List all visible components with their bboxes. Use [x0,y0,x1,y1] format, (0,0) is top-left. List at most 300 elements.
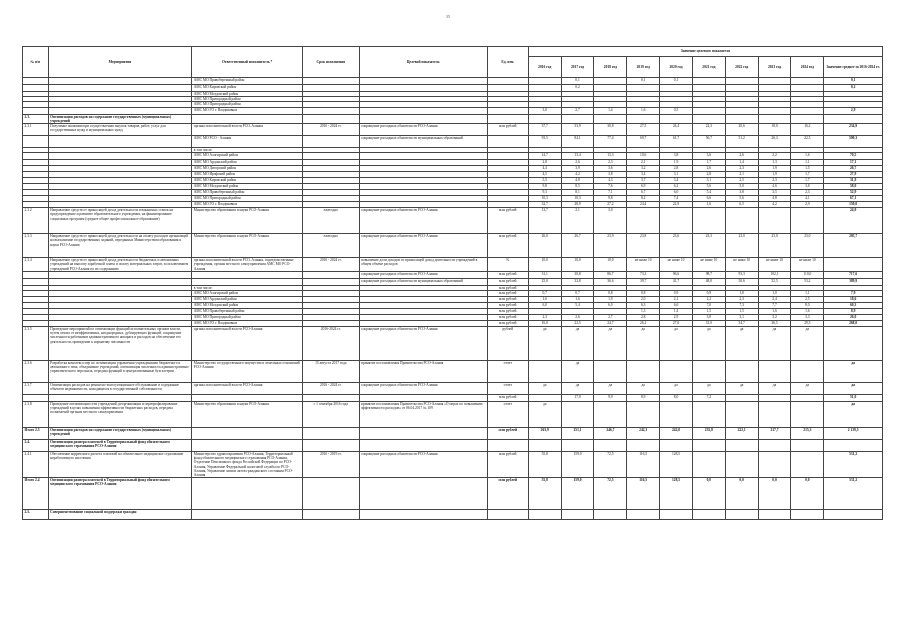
cell-responsible: АМС МО Кировский район [192,85,303,92]
cell-year-value [594,402,627,428]
cell-year-value [528,440,561,452]
cell-term: ежегодно [303,234,359,258]
cell-year-value: 25,0 [528,278,561,285]
cell-year-value: 2,4 [758,297,791,303]
cell-year-value: 3,4 [627,172,660,178]
cell-unit: млн рублей [487,291,528,297]
cell-year-value: 6,0 [594,303,627,309]
cell-total: 26,0 [824,315,883,321]
cell-responsible: АМС МО Пригородный район [192,102,303,107]
cell-result: принятие постановления Правительства РСО-Алания [359,361,487,383]
cell-year-value: 36,6 [594,278,627,285]
cell-responsible: в том числе: [192,285,303,290]
cell-year-value: не ниже 10 [692,258,725,272]
header-year: 2020 год [660,57,693,78]
cell-year-value: 18,0 [758,124,791,136]
cell-year-value: 51,2 [725,136,758,148]
cell-year-value: 29,5 [791,321,824,327]
cell-year-value: 6,5 [725,202,758,208]
cell-event: Оптимизация расходов на содержание государственных (муниципальных) учреждений [48,428,192,440]
cell-year-value: да [627,383,660,395]
cell-year-value [528,510,561,520]
cell-year-value: 2,0 [627,297,660,303]
cell-year-value: 0,7 [528,291,561,297]
cell-year-value [758,107,791,114]
cell-year-value: 1,6 [791,153,824,160]
cell-year-value: 1,0 [725,291,758,297]
cell-event: Направление средств от приносящей доход деятельности на оплату расходов организаций на выполнение государственных заданий, переданных Министерством образования и науки РСО-Алания [48,234,192,258]
cell-year-value [660,440,693,452]
header-year: 2021 год [692,57,725,78]
cell-event [48,136,192,148]
cell-year-value: 73,3 [627,271,660,278]
cell-total: 31,9 [824,178,883,184]
cell-year-value: 9,8 [528,184,561,190]
cell-result: принятие постановления Правительства РСО-Алания «О мерах по повышению эффективности расходов» от 06.04.2017 № 109 [359,402,487,428]
cell-year-value: 55,8 [528,478,561,510]
header-year: 2016 год [528,57,561,78]
header-year: 2024 год [791,57,824,78]
cell-responsible [192,510,303,520]
cell-year-value: 0,0 [758,478,791,510]
cell-term [303,107,359,114]
cell-year-value: 23,8 [627,234,660,258]
cell-responsible: АМС МО Моздокский район [192,303,303,309]
cell-year-value: 31,0 [692,321,725,327]
cell-total: 70,5 [824,153,883,160]
cell-year-value: 24,7 [594,321,627,327]
cell-no: 2.3.7 [23,383,49,395]
table-row [23,136,883,148]
cell-year-value [791,361,824,383]
table-row [23,258,883,272]
cell-responsible: АМС МО Правобережный район [192,78,303,85]
cell-responsible: органы исполнительной власти РСО–Алания, подведомственные учреждения, органы местного самоуправления АМС МО РСО-Алания [192,258,303,272]
cell-year-value [725,114,758,123]
cell-year-value [758,78,791,85]
cell-year-value [758,361,791,383]
cell-year-value [594,85,627,92]
cell-event: Оптимизация размера платежей в Территориальный фонд обязательного медицинского страхования РСО-Алания [48,440,192,452]
table-row [23,234,883,258]
cell-unit: млн рублей [487,271,528,278]
cell-year-value: 6,9 [627,184,660,190]
cell-year-value [561,114,594,123]
cell-year-value: 0,9 [692,291,725,297]
cell-term [303,428,359,440]
cell-no: 2.3.2 [23,208,49,234]
cell-result [359,85,487,92]
cell-year-value: 3,8 [594,172,627,178]
cell-event: Оптимизация расходов на содержание государственных (муниципальных) учреждений [48,114,192,123]
cell-year-value: 0,0 [791,478,824,510]
cell-year-value: не ниже 10 [725,258,758,272]
cell-event [48,107,192,114]
cell-year-value: 8,0 [791,303,824,309]
cell-year-value [660,361,693,383]
cell-year-value: 7,2 [692,395,725,402]
cell-result [359,153,487,160]
cell-year-value [692,85,725,92]
cell-year-value: 32,7 [528,202,561,208]
cell-total [824,258,883,272]
cell-no: 2.3.1 [23,124,49,136]
cell-total: 17,1 [824,160,883,166]
cell-year-value [725,440,758,452]
cell-result: сокращение расходных обязательств РСО-Алания [359,383,487,395]
cell-term [303,278,359,285]
cell-year-value [627,402,660,428]
cell-result [359,428,487,440]
cell-unit: млн рублей [487,124,528,136]
cell-event [48,271,192,278]
cell-year-value [660,114,693,123]
cell-year-value: 48,0 [692,278,725,285]
cell-no: Итого 2.4 [23,478,49,510]
cell-year-value [627,114,660,123]
cell-year-value: 10,3 [561,196,594,202]
cell-responsible: АМС МО ГО г. Владикавказ [192,107,303,114]
cell-year-value: 3,8 [660,153,693,160]
cell-unit [487,107,528,114]
cell-year-value: 3,8 [791,184,824,190]
cell-year-value: 9,9 [594,395,627,402]
cell-year-value: 31,1 [528,271,561,278]
cell-responsible [192,428,303,440]
cell-year-value: 30,8 [561,271,594,278]
cell-total: 27,9 [824,172,883,178]
cell-year-value [660,402,693,428]
cell-year-value: 24,4 [660,124,693,136]
cell-responsible: органы исполнительной власти РСО-Алания [192,383,303,395]
cell-year-value [561,440,594,452]
cell-year-value: 26,7 [561,234,594,258]
cell-year-value: 4,1 [791,196,824,202]
cell-year-value: да [594,327,627,361]
cell-year-value: 5,0 [725,184,758,190]
cell-year-value [791,402,824,428]
cell-no: 2.4. [23,440,49,452]
cell-year-value: 0,0 [692,478,725,510]
cell-event [48,395,192,402]
cell-year-value: 8,5 [561,184,594,190]
cell-year-value [791,440,824,452]
cell-unit: отчет [487,402,528,428]
cell-year-value: 72,5 [594,478,627,510]
cell-year-value: 1,1 [791,291,824,297]
table-row [23,271,883,278]
table-row [23,395,883,402]
cell-term: 2016 - 2024 гг. [303,124,359,136]
cell-year-value: да [692,327,725,361]
cell-year-value [660,85,693,92]
cell-responsible: АМС МО ГО г. Владикавказ [192,321,303,327]
cell-year-value: 242,0 [660,428,693,440]
cell-term: ежегодно [303,208,359,234]
cell-year-value: 77,4 [594,136,627,148]
cell-year-value [528,395,561,402]
cell-year-value: 6,6 [692,196,725,202]
cell-year-value: 1,7 [791,178,824,184]
cell-result [359,478,487,510]
cell-year-value: 23,0 [725,234,758,258]
cell-year-value: 4,3 [594,178,627,184]
cell-unit: млн рублей [487,428,528,440]
cell-term [303,510,359,520]
cell-total [824,510,883,520]
cell-no [23,78,49,85]
cell-total [824,327,883,361]
cell-total: 717,6 [824,271,883,278]
cell-year-value: 2,7 [561,107,594,114]
cell-term: 2016 - 2024 гг. [303,383,359,395]
cell-year-value: 5,4 [561,303,594,309]
cell-total: 26,7 [824,166,883,172]
cell-event: Направление средств от приносящей доход деятельности бюджетных и автономных учреждений на выплату заработной платы и оплату материальных затрат, за исключением учреждений РСО-Алания по их содержанию [48,258,192,272]
cell-year-value [692,78,725,85]
cell-responsible [192,395,303,402]
cell-year-value: 2,3 [725,297,758,303]
cell-responsible: органы исполнительной власти РСО–Алания [192,124,303,136]
cell-year-value: 4,2 [758,202,791,208]
cell-year-value: да [561,327,594,361]
cell-unit [487,510,528,520]
cell-year-value [758,395,791,402]
cell-year-value: 222,1 [725,428,758,440]
cell-unit: млн рублей [487,315,528,321]
cell-responsible [192,114,303,123]
cell-year-value: 0,0 [725,478,758,510]
cell-year-value: 16,0 [528,321,561,327]
cell-year-value [528,114,561,123]
table-row [23,208,883,234]
cell-result [359,510,487,520]
cell-year-value: 2,3 [758,178,791,184]
cell-year-value: да [561,361,594,383]
cell-event: Обеспечение корректного расчета платежей на обязательное медицинское страхование неработающего населения [48,452,192,478]
cell-total: 7,9 [824,291,883,297]
cell-responsible: Министерство государственного имущества и земельных отношений РСО-Алания [192,361,303,383]
table-row [23,361,883,383]
cell-year-value [692,402,725,428]
cell-unit: % [487,258,528,272]
cell-year-value: 116,5 [627,452,660,478]
cell-year-value: 2,1 [660,297,693,303]
cell-unit: млн рублей [487,321,528,327]
cell-year-value: да [561,383,594,395]
cell-unit: млн рублей [487,303,528,309]
cell-year-value: 2,6 [561,160,594,166]
cell-year-value: 2,5 [791,297,824,303]
cell-year-value: 34,7 [725,321,758,327]
cell-responsible: АМС МО Кировский район [192,178,303,184]
cell-total: 51,0 [824,395,883,402]
cell-year-value [725,208,758,234]
cell-responsible: Министерство образования и науки РСО-Алания [192,208,303,234]
cell-year-value: 26,3 [758,136,791,148]
header-year: 2018 год [594,57,627,78]
cell-event: Направление средств от приносящей доход деятельности и вакантных ставок на предупреждение и развитие образовательного учреждения, на финансирование социальных программ (среднее общее профессиональное образование) [48,208,192,234]
cell-event [48,85,192,92]
cell-unit: отчет [487,361,528,383]
cell-result: сокращение расходных обязательств РСО-Алания [359,208,487,234]
cell-total: 8,9 [824,309,883,315]
cell-year-value: 0,1 [627,78,660,85]
table-body [23,78,883,520]
cell-year-value [561,510,594,520]
cell-total: 268,0 [824,321,883,327]
cell-year-value [758,402,791,428]
cell-year-value: 2,5 [725,178,758,184]
cell-year-value: 2,1 [561,208,594,234]
cell-year-value: 263,9 [528,428,561,440]
cell-year-value [561,402,594,428]
cell-year-value: 1,4 [594,107,627,114]
cell-year-value [594,510,627,520]
cell-year-value: 20,6 [725,124,758,136]
table-row [23,428,883,440]
cell-responsible: АМС МО Ардонский район [192,297,303,303]
cell-year-value: 2,8 [660,166,693,172]
cell-no [23,278,49,285]
cell-year-value: 6,7 [627,190,660,196]
cell-year-value: 3,0 [692,315,725,321]
cell-year-value: да [725,327,758,361]
cell-responsible: в том числе: [192,148,303,153]
table-row [23,114,883,123]
cell-year-value: 4,6 [758,184,791,190]
cell-unit [487,85,528,92]
cell-year-value: 0,1 [660,78,693,85]
cell-year-value: 55,8 [528,452,561,478]
cell-year-value: 22,9 [660,202,693,208]
cell-unit: отчет [487,383,528,395]
cell-unit: млн рублей [487,208,528,234]
cell-result: сокращение расходных обязательств РСО-Алания [359,234,487,258]
cell-year-value: 2,8 [692,172,725,178]
cell-year-value: 69,7 [627,136,660,148]
cell-year-value: 13,3 [594,153,627,160]
cell-year-value: 128,5 [660,452,693,478]
cell-year-value: 3,0 [528,107,561,114]
cell-year-value: 2,1 [627,160,660,166]
cell-total: 24,9 [824,208,883,234]
cell-year-value [660,208,693,234]
cell-year-value [725,85,758,92]
cell-year-value: 84,1 [561,136,594,148]
cell-year-value: 1,9 [660,160,693,166]
cell-year-value: 30,8 [594,124,627,136]
cell-no [23,395,49,402]
cell-unit [487,153,528,160]
table-row [23,124,883,136]
cell-year-value [692,107,725,114]
header-responsible: Ответственный исполнитель * [192,47,303,78]
cell-year-value: 1,3 [758,160,791,166]
cell-year-value: 37,7 [528,124,561,136]
table-row [23,78,883,85]
cell-year-value: да [528,402,561,428]
cell-year-value: да [791,327,824,361]
cell-year-value [692,440,725,452]
cell-year-value: 159,0 [561,478,594,510]
cell-responsible: АМС МО Ардонский район [192,160,303,166]
cell-year-value: 3,2 [627,166,660,172]
cell-year-value: 50,6 [725,278,758,285]
cell-year-value [692,452,725,478]
cell-year-value: да [692,383,725,395]
cell-year-value: 23,0 [791,234,824,258]
cell-unit: млн рублей [487,278,528,285]
cell-year-value: 2,2 [692,297,725,303]
cell-no: 2.4.1 [23,452,49,478]
cell-year-value: 215,3 [791,428,824,440]
table-row [23,153,883,160]
cell-event: Оптимизация расходов на ремонтно-эксплуатационное обслуживание и содержание объектов недвижимости, находящихся в государственной собственности [48,383,192,395]
cell-year-value: 93,5 [528,136,561,148]
cell-year-value [660,510,693,520]
cell-year-value: 3,7 [627,178,660,184]
table-row [23,383,883,395]
cell-year-value: 1,6 [692,202,725,208]
cell-year-value: 2,3 [725,166,758,172]
header-event: Мероприятия [48,47,192,78]
header-no: № п/п [23,47,49,78]
cell-year-value: да [594,383,627,395]
cell-year-value: да [758,383,791,395]
cell-year-value: 0,8 [594,291,627,297]
table-row [23,85,883,92]
cell-total: 52,9 [824,190,883,196]
cell-year-value [692,510,725,520]
cell-year-value: 23,9 [594,234,627,258]
cell-responsible [192,271,303,278]
cell-year-value [725,78,758,85]
cell-term: 2016 - 2019 гг. [303,452,359,478]
cell-result: сокращение расходных обязательств РСО-Алания [359,124,487,136]
cell-total: 234,9 [824,124,883,136]
cell-year-value [758,440,791,452]
cell-event: Разработка комплекса мер по оптимизации управления учреждениями бюджетного и автономного типа, объединение учреждений, оптимизация численности административно-управленческого персонала, передача функций в централизованные бухгалтерии [48,361,192,383]
cell-total: 531,2 [824,478,883,510]
cell-term: 15 августа 2017 года [303,361,359,383]
header-result: Целевой показатель [359,47,487,78]
cell-no [23,271,49,278]
cell-year-value: 1,6 [528,297,561,303]
cell-responsible: АМС МО Пригородный район [192,97,303,102]
cell-year-value [594,361,627,383]
cell-year-value: 0,9 [660,291,693,297]
cell-responsible: АМС МО Моздокский район [192,184,303,190]
cell-total: 531,2 [824,452,883,478]
cell-year-value: 159,0 [561,452,594,478]
cell-year-value [627,361,660,383]
cell-year-value: 2,2 [758,153,791,160]
cell-year-value: 251,1 [561,428,594,440]
cell-event: Совершенствование социальной поддержки граждан [48,510,192,520]
cell-year-value: 8,9 [627,395,660,402]
cell-year-value: 4,8 [561,178,594,184]
cell-year-value [627,440,660,452]
cell-result [359,440,487,452]
cell-term [303,85,359,92]
cell-no: 2.3. [23,114,49,123]
cell-no [23,153,49,160]
cell-year-value: 0,5 [660,107,693,114]
table-row [23,510,883,520]
cell-no: 2.5. [23,510,49,520]
cell-year-value: 1,6 [758,309,791,315]
